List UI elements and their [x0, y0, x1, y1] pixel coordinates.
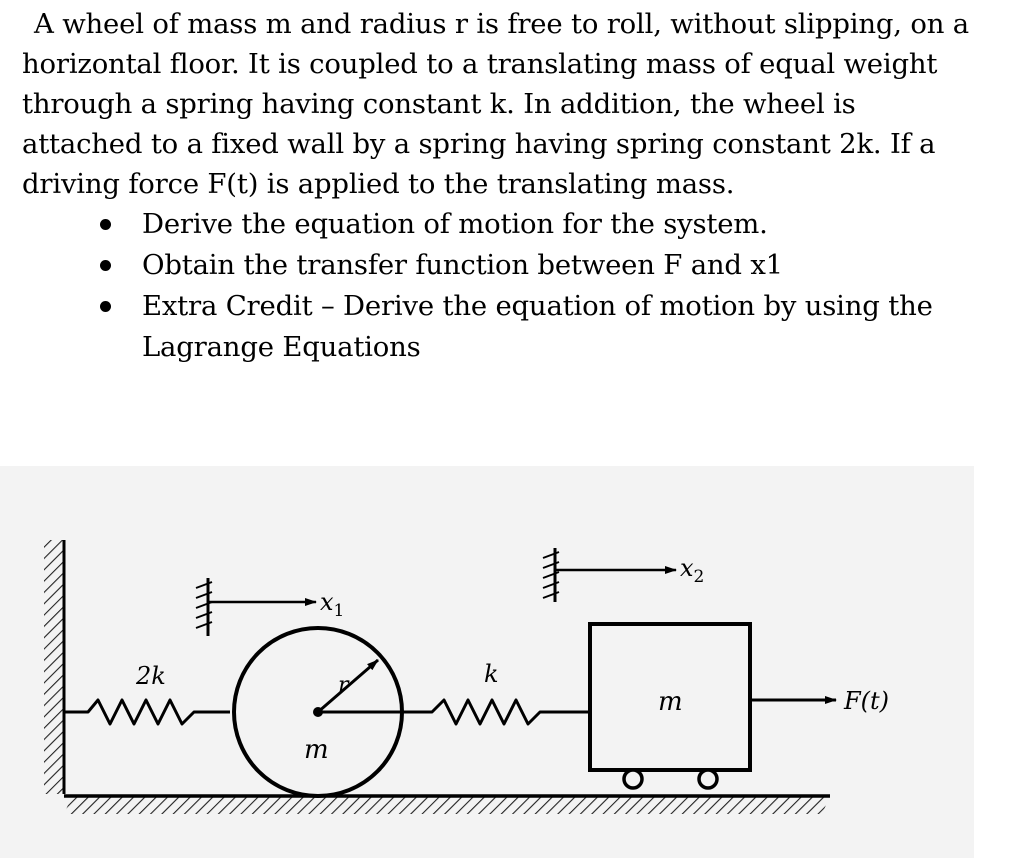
label-k: k — [484, 660, 499, 688]
task-text: Extra Credit – Derive the equation of motion by using the — [142, 290, 933, 322]
task-text: Obtain the transfer function between F and x1 — [142, 249, 783, 281]
label-x2-sub: 2 — [693, 567, 705, 587]
x1-displacement-arrow — [196, 578, 316, 636]
task-list — [22, 204, 1012, 368]
problem-intro — [22, 4, 1012, 204]
mechanical-system-figure — [0, 466, 974, 858]
label-2k: 2k — [136, 662, 166, 690]
label-x2 — [680, 554, 704, 587]
task-item-continuation — [22, 327, 1012, 368]
label-x2-main: x — [680, 554, 694, 582]
label-radius: r — [338, 673, 349, 698]
label-x1 — [320, 588, 344, 621]
bullet-icon — [100, 260, 111, 271]
floor — [64, 796, 830, 814]
intro-line: attached to a fixed wall by a spring having spring constant 2k. If a — [22, 128, 936, 160]
task-text: Lagrange Equations — [142, 331, 421, 363]
label-force: F(t) — [844, 687, 890, 715]
task-item — [22, 204, 1012, 245]
task-text: Derive the equation of motion for the system. — [142, 208, 768, 240]
intro-line: driving force F(t) is applied to the translating mass. — [22, 168, 735, 200]
problem-statement — [22, 4, 1012, 368]
fixed-wall — [44, 540, 64, 794]
bullet-icon — [100, 219, 111, 230]
intro-line: A wheel of mass m and radius r is free to roll, without slipping, on a — [34, 8, 969, 40]
intro-line: horizontal floor. It is coupled to a translating mass of equal weight — [22, 48, 938, 80]
spring-2k — [64, 700, 230, 724]
label-x1-main: x — [320, 588, 334, 616]
spring-k — [318, 700, 590, 724]
label-wheel-mass: m — [304, 735, 329, 765]
intro-line: through a spring having constant k. In addition, the wheel is — [22, 88, 856, 120]
task-item — [22, 245, 1012, 286]
task-item — [22, 286, 1012, 327]
bullet-icon — [100, 301, 111, 312]
label-x1-sub: 1 — [333, 601, 345, 621]
x2-displacement-arrow — [543, 548, 676, 602]
label-block-mass: m — [658, 687, 683, 717]
